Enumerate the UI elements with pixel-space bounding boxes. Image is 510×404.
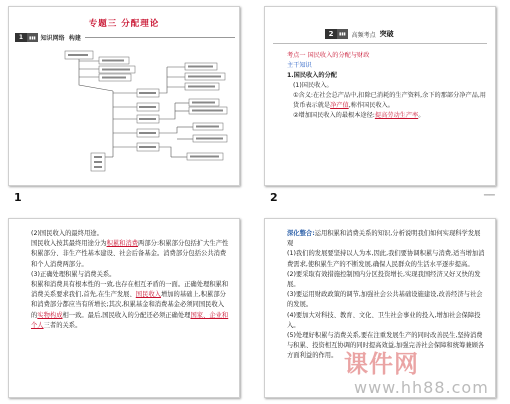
highlight-term: 国民收入	[135, 291, 161, 299]
section-label: 知识网络 构建	[40, 35, 81, 42]
slide-thumbnail-3[interactable]	[8, 218, 240, 398]
slide-number-1: 1	[14, 191, 22, 204]
slide-body	[31, 229, 229, 331]
sub-item-heading: (1)国民收入。	[293, 82, 333, 89]
route-text: ②增加国民收入的最根本途径:提高劳动生产率。	[293, 112, 425, 119]
watermark-url: www.hh88.com	[354, 378, 489, 397]
fold-icon[interactable]: ──	[484, 191, 495, 201]
paragraph: 积累和消费具有根本性的一致,也存在相互矛盾的一面。正确处理积累和消费关系要求我们,首先,在生产发展、国民收入增加的基础上,积累部分和消费部分都应当有所增长;其次,积累基金和消费基金必须同国民收入的实物构成相一致。最后,国民收入的分配还必须正确处理国家、企业和个人三者的关系。	[31, 281, 229, 329]
definition-text: ①含义:在社会总产品中,扣除已消耗的生产资料,余下的那部分净产品,用货币表示就是净产值,称作国民收入。	[293, 92, 486, 109]
highlight-term: 提高劳动生产率	[374, 112, 419, 119]
header-label: 高频考点	[351, 31, 376, 39]
highlight-term: 实物构成	[37, 311, 63, 319]
slide-thumbnail-1[interactable]	[8, 6, 240, 186]
header-badge-icon: 2	[325, 29, 337, 39]
slide-body	[287, 51, 487, 121]
integration-paragraph: 深化整合:运用积累和消费关系的知识,分析说明我们如何实现科学发展观	[287, 230, 481, 248]
section-tag: ▮▮▮	[29, 35, 36, 40]
slide-header: 2 ▮▮▮ 高频考点 突破	[325, 29, 394, 39]
slide-title: 专题三 分配理论	[88, 19, 160, 29]
item-heading: 1.国民收入的分配	[287, 72, 337, 79]
list-item: (2)要采取有效措施控制国内分区投资增长,实现我国经济又好又快的发展。	[287, 270, 481, 289]
header-title: 突破	[379, 30, 394, 38]
list-item: (1)我们的发展要坚持以人为本,因此,我们要协调积累与消费,适当增加消费需求,使积累生产的不断发展,确保人民群众的生活水平逐步提高。	[287, 250, 485, 268]
highlight-term: 国家、企业和个人	[31, 311, 229, 329]
highlight-term: 积累和消费	[106, 240, 139, 248]
slide-number-2: 2	[270, 191, 278, 204]
sub-item-heading: (2)国民收入的最终用途。	[31, 230, 103, 237]
watermark-logo: 课件网	[344, 350, 419, 378]
subsection-title: 主干知识	[287, 62, 312, 69]
list-item: (3)要运用财政政策的调节,加强社会公共基础设施建设,改善经济与社会的发展。	[287, 291, 483, 309]
slide-body	[287, 229, 485, 362]
highlight-term: 净产值	[330, 102, 349, 109]
sub-item-heading: (3)正确处理积累与消费关系。	[31, 270, 116, 278]
list-item: (4)要加大对科技、教育、文化、卫生社会事业的投入,增加社会保障投入。	[287, 311, 481, 329]
knowledge-network-diagram	[9, 7, 240, 186]
section-title: 考点一 国民收入的分配与财政	[287, 52, 370, 59]
list-item: (5)处理好积累与消费关系,要在注重发展生产的同时改善民生,坚持消费与积累、投资相互协调的同时提高效益,加强完善社会保障和统筹兼顾各方面利益的作用。	[287, 332, 485, 360]
paragraph: 国民收入按其最终用途分为积累和消费两部分:积累部分包括扩大生产性积累部分、非生产性基本建设、社会后备基金。消费部分包括公共消费和个人消费两部分。	[31, 240, 229, 268]
section-badge-icon: 1	[15, 33, 27, 42]
slide-thumbnail-2[interactable]	[264, 6, 496, 186]
slide-thumbnail-4[interactable]	[264, 218, 496, 398]
